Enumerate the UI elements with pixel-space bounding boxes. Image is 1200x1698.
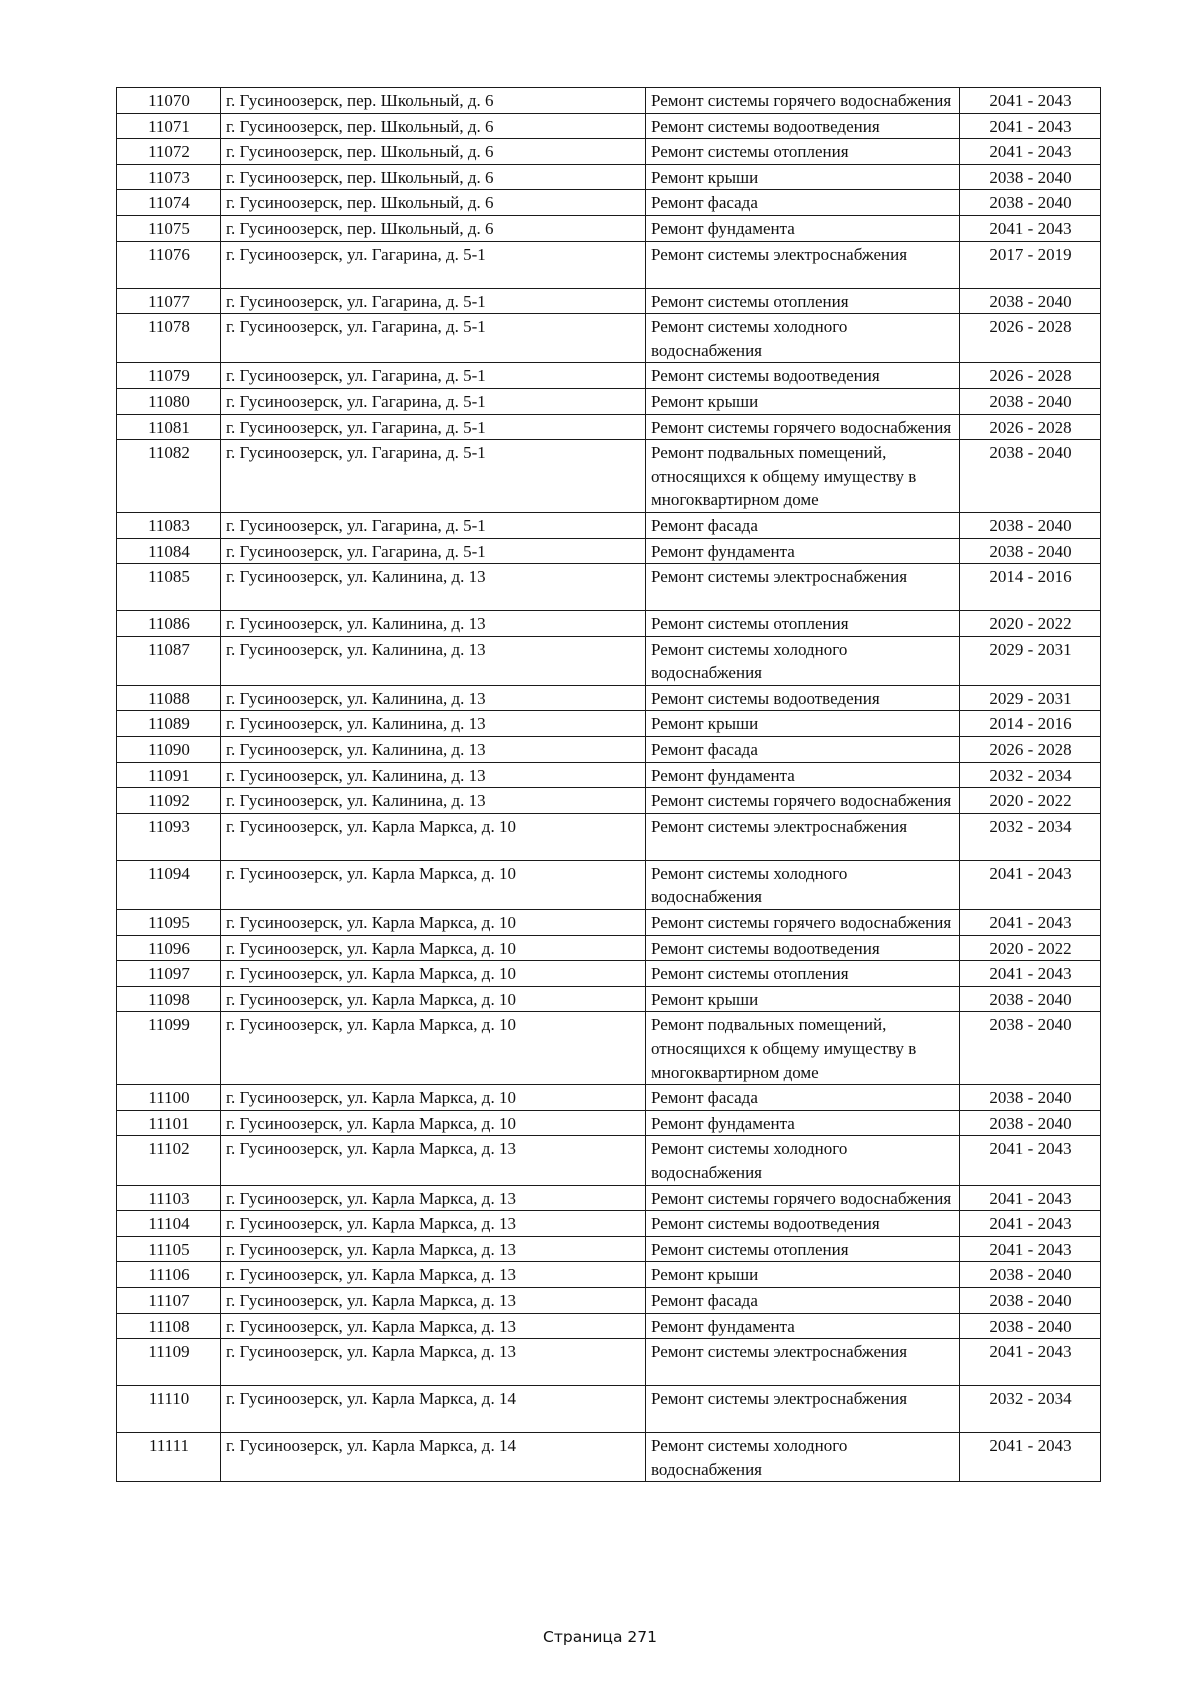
row-number-cell: 11092 (117, 788, 221, 814)
table-row (117, 139, 1101, 165)
page-number: Страница 271 (543, 1628, 657, 1646)
address-cell: г. Гусиноозерск, ул. Карла Маркса, д. 13 (221, 1211, 646, 1237)
period-cell: 2020 - 2022 (960, 788, 1101, 814)
period-cell: 2041 - 2043 (960, 1211, 1101, 1237)
row-number-cell: 11087 (117, 636, 221, 685)
address-cell: г. Гусиноозерск, ул. Карла Маркса, д. 13 (221, 1185, 646, 1211)
address-cell: г. Гусиноозерск, ул. Карла Маркса, д. 13 (221, 1262, 646, 1288)
table-row (117, 961, 1101, 987)
row-number-cell: 11073 (117, 164, 221, 190)
period-cell: 2041 - 2043 (960, 961, 1101, 987)
row-number-cell: 11083 (117, 512, 221, 538)
row-number-cell: 11075 (117, 215, 221, 241)
work-type-cell: Ремонт системы отопления (646, 961, 960, 987)
row-number-cell: 11099 (117, 1012, 221, 1085)
table-row (117, 113, 1101, 139)
address-cell: г. Гусиноозерск, ул. Гагарина, д. 5-1 (221, 241, 646, 288)
work-type-cell: Ремонт системы отопления (646, 611, 960, 637)
address-cell: г. Гусиноозерск, ул. Калинина, д. 13 (221, 737, 646, 763)
table-row (117, 88, 1101, 114)
table-row (117, 440, 1101, 513)
table-row (117, 788, 1101, 814)
period-cell: 2020 - 2022 (960, 611, 1101, 637)
address-cell: г. Гусиноозерск, ул. Карла Маркса, д. 14 (221, 1433, 646, 1482)
row-number-cell: 11109 (117, 1339, 221, 1386)
table-row (117, 215, 1101, 241)
period-cell: 2038 - 2040 (960, 440, 1101, 513)
period-cell: 2038 - 2040 (960, 1287, 1101, 1313)
period-cell: 2041 - 2043 (960, 910, 1101, 936)
row-number-cell: 11077 (117, 288, 221, 314)
period-cell: 2041 - 2043 (960, 860, 1101, 909)
row-number-cell: 11072 (117, 139, 221, 165)
work-type-cell: Ремонт фасада (646, 190, 960, 216)
address-cell: г. Гусиноозерск, ул. Карла Маркса, д. 13 (221, 1313, 646, 1339)
table-row (117, 1287, 1101, 1313)
row-number-cell: 11100 (117, 1085, 221, 1111)
row-number-cell: 11081 (117, 414, 221, 440)
row-number-cell: 11085 (117, 564, 221, 611)
address-cell: г. Гусиноозерск, ул. Калинина, д. 13 (221, 762, 646, 788)
period-cell: 2026 - 2028 (960, 737, 1101, 763)
row-number-cell: 11110 (117, 1386, 221, 1433)
row-number-cell: 11098 (117, 986, 221, 1012)
work-type-cell: Ремонт системы отопления (646, 1236, 960, 1262)
work-type-cell: Ремонт крыши (646, 711, 960, 737)
work-type-cell: Ремонт фундамента (646, 1110, 960, 1136)
table-row (117, 711, 1101, 737)
work-type-cell: Ремонт системы горячего водоснабжения (646, 1185, 960, 1211)
work-type-cell: Ремонт системы отопления (646, 139, 960, 165)
work-type-cell: Ремонт системы водоотведения (646, 363, 960, 389)
row-number-cell: 11089 (117, 711, 221, 737)
table-row (117, 1211, 1101, 1237)
period-cell: 2038 - 2040 (960, 1262, 1101, 1288)
row-number-cell: 11078 (117, 314, 221, 363)
work-type-cell: Ремонт системы холодного водоснабжения (646, 636, 960, 685)
period-cell: 2041 - 2043 (960, 1136, 1101, 1185)
period-cell: 2038 - 2040 (960, 1313, 1101, 1339)
period-cell: 2029 - 2031 (960, 636, 1101, 685)
row-number-cell: 11090 (117, 737, 221, 763)
table-row (117, 1012, 1101, 1085)
address-cell: г. Гусиноозерск, пер. Школьный, д. 6 (221, 215, 646, 241)
row-number-cell: 11097 (117, 961, 221, 987)
period-cell: 2038 - 2040 (960, 388, 1101, 414)
table-row (117, 414, 1101, 440)
table-row (117, 1236, 1101, 1262)
work-type-cell: Ремонт системы горячего водоснабжения (646, 788, 960, 814)
work-type-cell: Ремонт системы холодного водоснабжения (646, 314, 960, 363)
table-row (117, 935, 1101, 961)
work-type-cell: Ремонт системы электроснабжения (646, 1386, 960, 1433)
address-cell: г. Гусиноозерск, ул. Калинина, д. 13 (221, 711, 646, 737)
work-type-cell: Ремонт системы холодного водоснабжения (646, 860, 960, 909)
row-number-cell: 11096 (117, 935, 221, 961)
period-cell: 2032 - 2034 (960, 1386, 1101, 1433)
work-type-cell: Ремонт системы водоотведения (646, 113, 960, 139)
work-type-cell: Ремонт фундамента (646, 1313, 960, 1339)
work-type-cell: Ремонт системы холодного водоснабжения (646, 1433, 960, 1482)
address-cell: г. Гусиноозерск, ул. Карла Маркса, д. 10 (221, 1110, 646, 1136)
work-type-cell: Ремонт системы водоотведения (646, 685, 960, 711)
table-row (117, 685, 1101, 711)
table-row (117, 636, 1101, 685)
address-cell: г. Гусиноозерск, ул. Калинина, д. 13 (221, 564, 646, 611)
work-type-cell: Ремонт подвальных помещений, относящихся к общему имуществу в многоквартирном доме (646, 1012, 960, 1085)
period-cell: 2026 - 2028 (960, 414, 1101, 440)
address-cell: г. Гусиноозерск, ул. Карла Маркса, д. 10 (221, 860, 646, 909)
address-cell: г. Гусиноозерск, ул. Калинина, д. 13 (221, 788, 646, 814)
table-row (117, 241, 1101, 288)
address-cell: г. Гусиноозерск, ул. Карла Маркса, д. 13 (221, 1287, 646, 1313)
period-cell: 2014 - 2016 (960, 564, 1101, 611)
period-cell: 2014 - 2016 (960, 711, 1101, 737)
row-number-cell: 11095 (117, 910, 221, 936)
address-cell: г. Гусиноозерск, ул. Карла Маркса, д. 10 (221, 986, 646, 1012)
period-cell: 2041 - 2043 (960, 88, 1101, 114)
work-type-cell: Ремонт системы электроснабжения (646, 813, 960, 860)
table-row (117, 1185, 1101, 1211)
address-cell: г. Гусиноозерск, пер. Школьный, д. 6 (221, 139, 646, 165)
row-number-cell: 11094 (117, 860, 221, 909)
address-cell: г. Гусиноозерск, пер. Школьный, д. 6 (221, 88, 646, 114)
table-row (117, 190, 1101, 216)
work-type-cell: Ремонт крыши (646, 388, 960, 414)
work-type-cell: Ремонт крыши (646, 986, 960, 1012)
table-row (117, 737, 1101, 763)
period-cell: 2020 - 2022 (960, 935, 1101, 961)
row-number-cell: 11079 (117, 363, 221, 389)
work-type-cell: Ремонт системы горячего водоснабжения (646, 88, 960, 114)
work-type-cell: Ремонт системы отопления (646, 288, 960, 314)
work-type-cell: Ремонт системы водоотведения (646, 935, 960, 961)
work-type-cell: Ремонт фасада (646, 1085, 960, 1111)
table-row (117, 986, 1101, 1012)
table-row (117, 1433, 1101, 1482)
work-type-cell: Ремонт фундамента (646, 762, 960, 788)
period-cell: 2041 - 2043 (960, 1236, 1101, 1262)
row-number-cell: 11093 (117, 813, 221, 860)
table-row (117, 538, 1101, 564)
period-cell: 2038 - 2040 (960, 986, 1101, 1012)
row-number-cell: 11080 (117, 388, 221, 414)
row-number-cell: 11104 (117, 1211, 221, 1237)
row-number-cell: 11084 (117, 538, 221, 564)
period-cell: 2038 - 2040 (960, 190, 1101, 216)
row-number-cell: 11101 (117, 1110, 221, 1136)
period-cell: 2038 - 2040 (960, 1012, 1101, 1085)
work-type-cell: Ремонт системы электроснабжения (646, 241, 960, 288)
address-cell: г. Гусиноозерск, ул. Гагарина, д. 5-1 (221, 440, 646, 513)
period-cell: 2041 - 2043 (960, 139, 1101, 165)
row-number-cell: 11102 (117, 1136, 221, 1185)
period-cell: 2026 - 2028 (960, 314, 1101, 363)
row-number-cell: 11108 (117, 1313, 221, 1339)
work-type-cell: Ремонт системы горячего водоснабжения (646, 910, 960, 936)
period-cell: 2038 - 2040 (960, 1085, 1101, 1111)
table-row (117, 1339, 1101, 1386)
work-type-cell: Ремонт фасада (646, 512, 960, 538)
row-number-cell: 11086 (117, 611, 221, 637)
row-number-cell: 11105 (117, 1236, 221, 1262)
table-row (117, 1313, 1101, 1339)
work-type-cell: Ремонт подвальных помещений, относящихся к общему имуществу в многоквартирном доме (646, 440, 960, 513)
address-cell: г. Гусиноозерск, пер. Школьный, д. 6 (221, 113, 646, 139)
period-cell: 2029 - 2031 (960, 685, 1101, 711)
address-cell: г. Гусиноозерск, ул. Карла Маркса, д. 13 (221, 1236, 646, 1262)
table-row (117, 1085, 1101, 1111)
work-type-cell: Ремонт крыши (646, 164, 960, 190)
work-type-cell: Ремонт фундамента (646, 538, 960, 564)
row-number-cell: 11070 (117, 88, 221, 114)
address-cell: г. Гусиноозерск, ул. Гагарина, д. 5-1 (221, 288, 646, 314)
address-cell: г. Гусиноозерск, ул. Карла Маркса, д. 10 (221, 813, 646, 860)
table-row (117, 910, 1101, 936)
period-cell: 2038 - 2040 (960, 164, 1101, 190)
work-type-cell: Ремонт системы электроснабжения (646, 1339, 960, 1386)
row-number-cell: 11088 (117, 685, 221, 711)
work-type-cell: Ремонт системы электроснабжения (646, 564, 960, 611)
row-number-cell: 11074 (117, 190, 221, 216)
row-number-cell: 11106 (117, 1262, 221, 1288)
period-cell: 2038 - 2040 (960, 288, 1101, 314)
period-cell: 2041 - 2043 (960, 113, 1101, 139)
table-row (117, 860, 1101, 909)
table-row (117, 1110, 1101, 1136)
address-cell: г. Гусиноозерск, ул. Карла Маркса, д. 10 (221, 910, 646, 936)
work-type-cell: Ремонт крыши (646, 1262, 960, 1288)
table-row (117, 564, 1101, 611)
address-cell: г. Гусиноозерск, ул. Калинина, д. 13 (221, 636, 646, 685)
period-cell: 2032 - 2034 (960, 813, 1101, 860)
address-cell: г. Гусиноозерск, ул. Карла Маркса, д. 10 (221, 1085, 646, 1111)
repair-schedule-table (116, 87, 1101, 1482)
address-cell: г. Гусиноозерск, ул. Карла Маркса, д. 13 (221, 1136, 646, 1185)
row-number-cell: 11071 (117, 113, 221, 139)
row-number-cell: 11082 (117, 440, 221, 513)
row-number-cell: 11076 (117, 241, 221, 288)
table-row (117, 388, 1101, 414)
address-cell: г. Гусиноозерск, ул. Карла Маркса, д. 10 (221, 961, 646, 987)
work-type-cell: Ремонт фундамента (646, 215, 960, 241)
row-number-cell: 11111 (117, 1433, 221, 1482)
address-cell: г. Гусиноозерск, ул. Гагарина, д. 5-1 (221, 363, 646, 389)
work-type-cell: Ремонт фасада (646, 1287, 960, 1313)
period-cell: 2041 - 2043 (960, 1185, 1101, 1211)
work-type-cell: Ремонт системы горячего водоснабжения (646, 414, 960, 440)
period-cell: 2026 - 2028 (960, 363, 1101, 389)
table-row (117, 512, 1101, 538)
table-row (117, 288, 1101, 314)
address-cell: г. Гусиноозерск, ул. Карла Маркса, д. 13 (221, 1339, 646, 1386)
address-cell: г. Гусиноозерск, ул. Карла Маркса, д. 10 (221, 1012, 646, 1085)
table-row (117, 164, 1101, 190)
row-number-cell: 11103 (117, 1185, 221, 1211)
table-body (117, 88, 1101, 1482)
work-type-cell: Ремонт системы водоотведения (646, 1211, 960, 1237)
period-cell: 2038 - 2040 (960, 512, 1101, 538)
address-cell: г. Гусиноозерск, ул. Калинина, д. 13 (221, 611, 646, 637)
table-row (117, 762, 1101, 788)
work-type-cell: Ремонт системы холодного водоснабжения (646, 1136, 960, 1185)
period-cell: 2038 - 2040 (960, 1110, 1101, 1136)
table-row (117, 813, 1101, 860)
address-cell: г. Гусиноозерск, ул. Гагарина, д. 5-1 (221, 538, 646, 564)
period-cell: 2038 - 2040 (960, 538, 1101, 564)
address-cell: г. Гусиноозерск, ул. Калинина, д. 13 (221, 685, 646, 711)
table-row (117, 1386, 1101, 1433)
table-row (117, 314, 1101, 363)
address-cell: г. Гусиноозерск, ул. Гагарина, д. 5-1 (221, 314, 646, 363)
address-cell: г. Гусиноозерск, ул. Карла Маркса, д. 14 (221, 1386, 646, 1433)
period-cell: 2041 - 2043 (960, 1339, 1101, 1386)
table-row (117, 363, 1101, 389)
table-row (117, 611, 1101, 637)
address-cell: г. Гусиноозерск, ул. Гагарина, д. 5-1 (221, 414, 646, 440)
period-cell: 2017 - 2019 (960, 241, 1101, 288)
address-cell: г. Гусиноозерск, пер. Школьный, д. 6 (221, 164, 646, 190)
table-row (117, 1262, 1101, 1288)
address-cell: г. Гусиноозерск, ул. Гагарина, д. 5-1 (221, 512, 646, 538)
row-number-cell: 11091 (117, 762, 221, 788)
period-cell: 2032 - 2034 (960, 762, 1101, 788)
period-cell: 2041 - 2043 (960, 1433, 1101, 1482)
address-cell: г. Гусиноозерск, ул. Карла Маркса, д. 10 (221, 935, 646, 961)
address-cell: г. Гусиноозерск, ул. Гагарина, д. 5-1 (221, 388, 646, 414)
period-cell: 2041 - 2043 (960, 215, 1101, 241)
row-number-cell: 11107 (117, 1287, 221, 1313)
work-type-cell: Ремонт фасада (646, 737, 960, 763)
table-row (117, 1136, 1101, 1185)
address-cell: г. Гусиноозерск, пер. Школьный, д. 6 (221, 190, 646, 216)
